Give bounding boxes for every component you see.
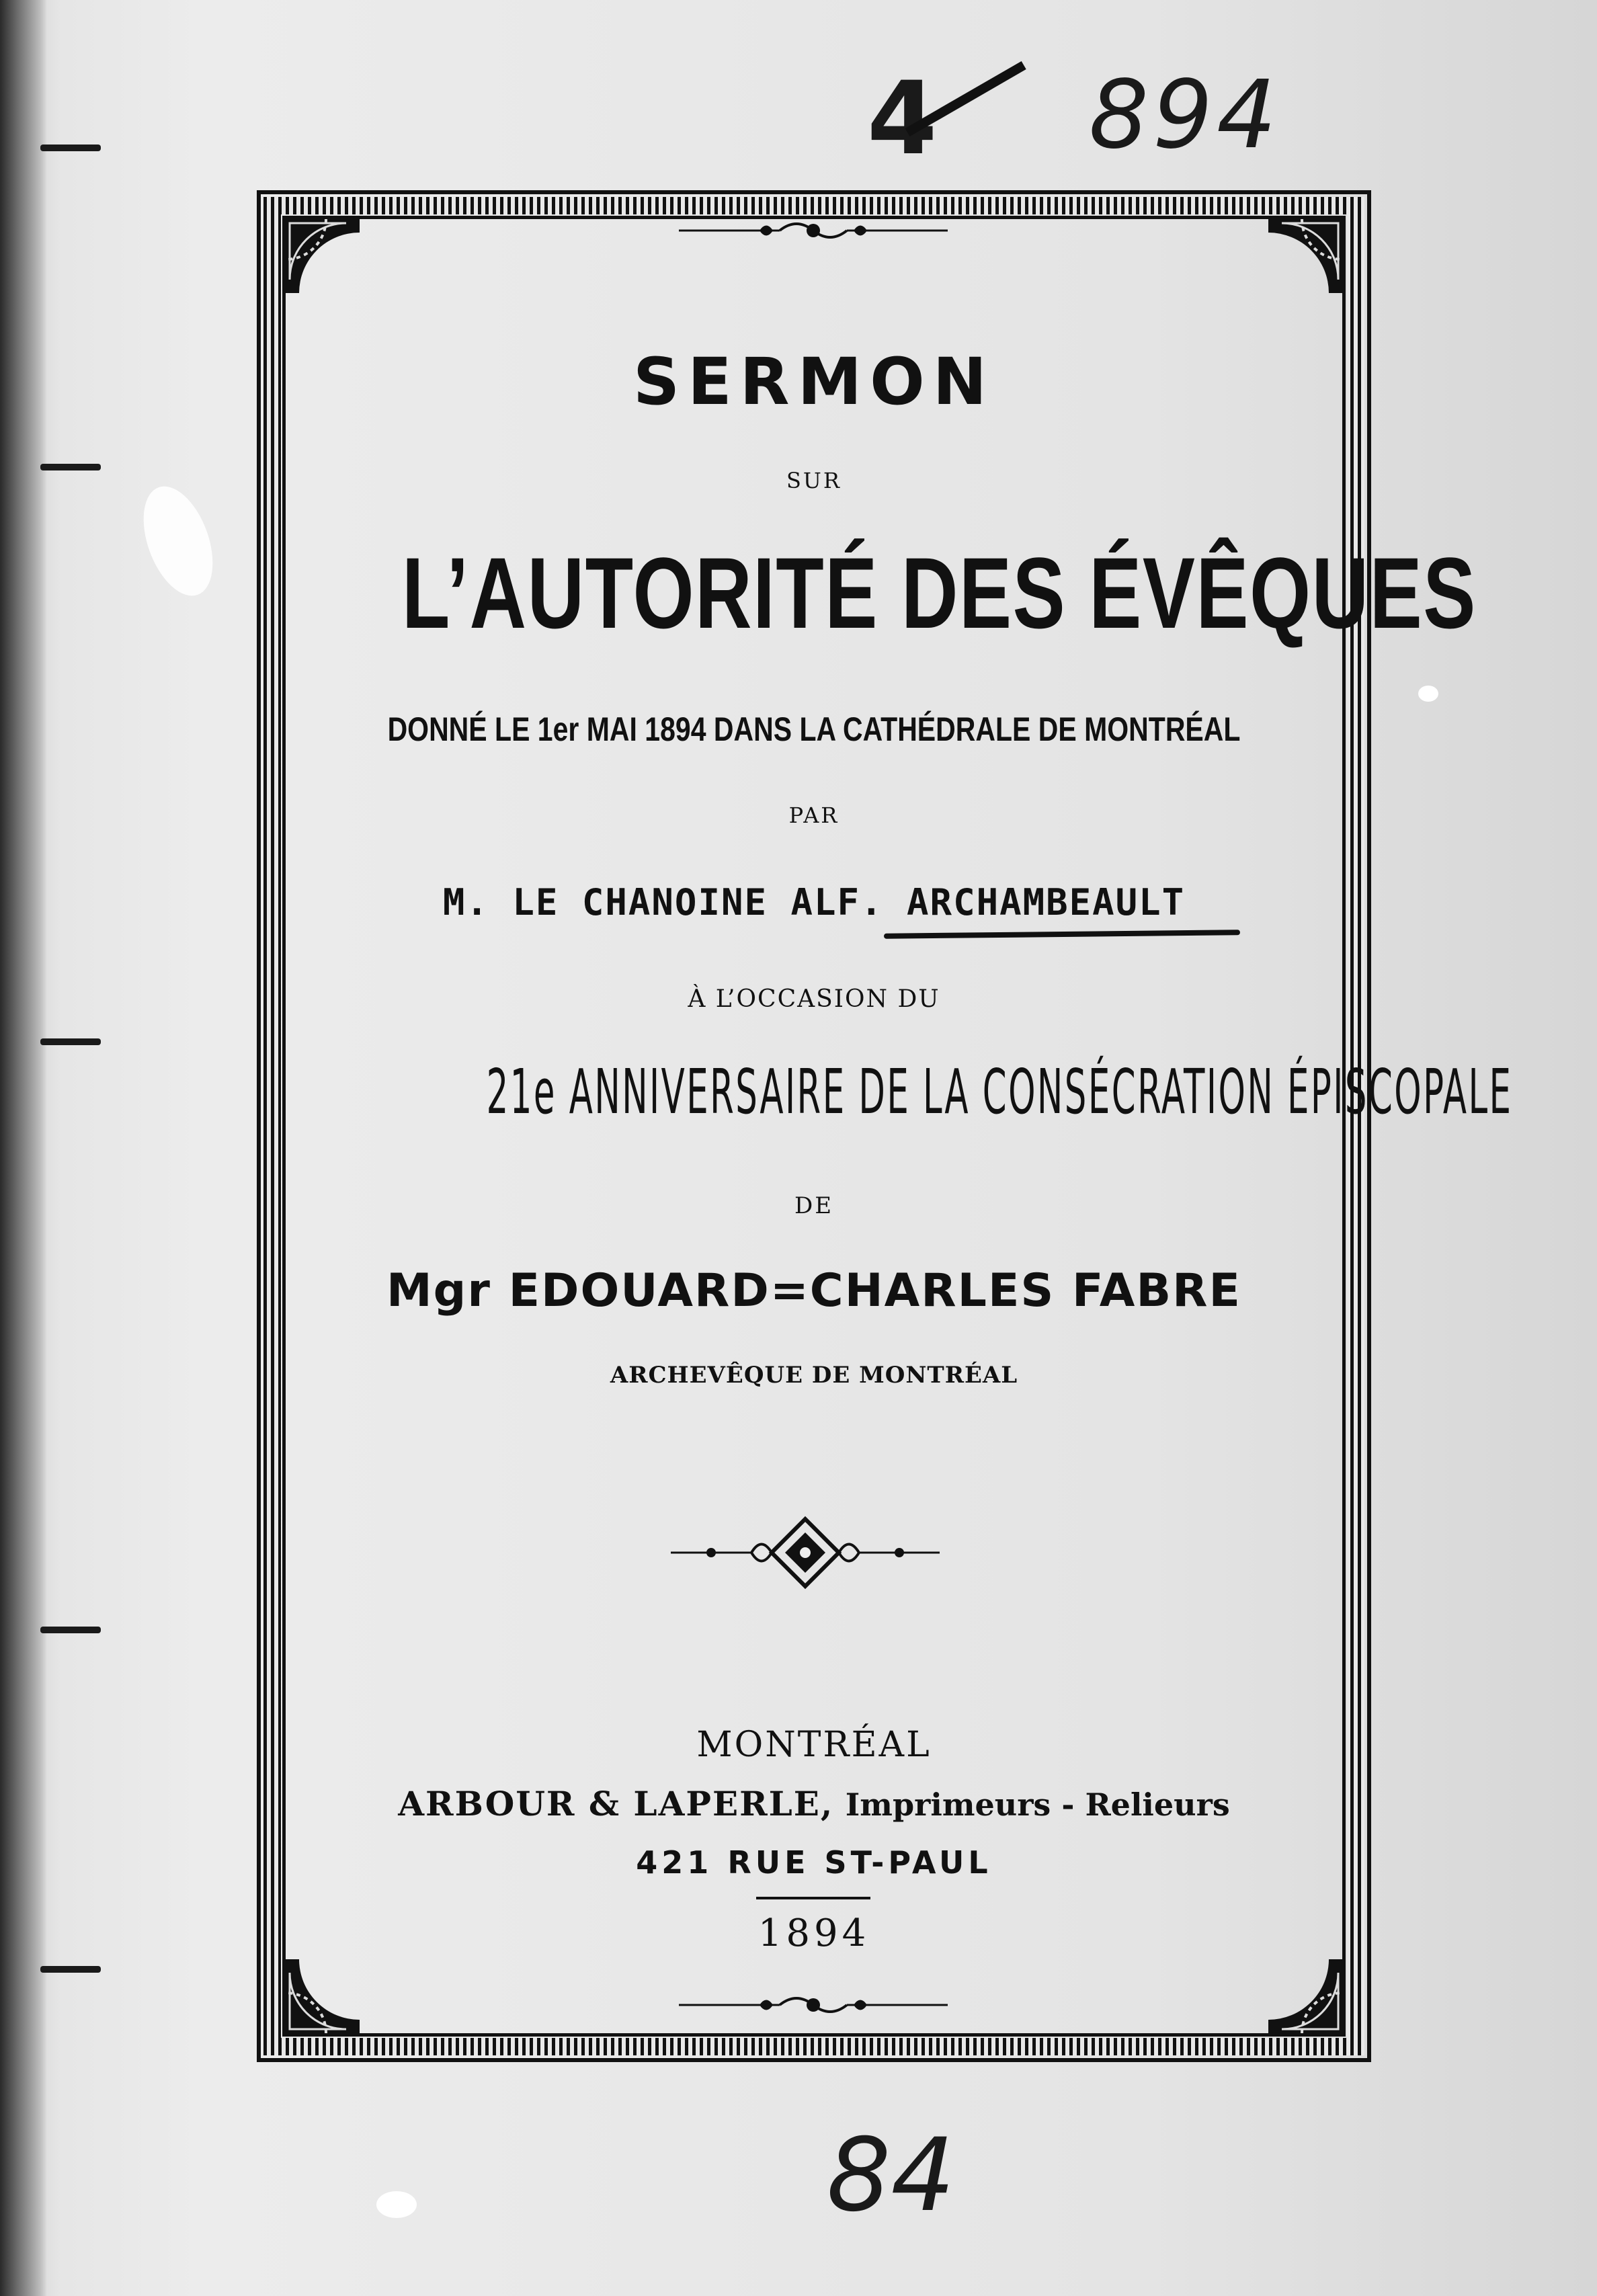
connector-de: DE bbox=[794, 1192, 834, 1219]
subject-heading: L’AUTORITÉ DES ÉVÊQUES bbox=[401, 536, 1477, 649]
imprint-publisher bbox=[286, 1784, 1342, 1823]
honoree-title: ARCHEVÊQUE DE MONTRÉAL bbox=[610, 1362, 1018, 1389]
imprint-address: 421 RUE ST-PAUL bbox=[636, 1844, 992, 1881]
handwritten-underline bbox=[884, 930, 1240, 939]
connector-sur: SUR bbox=[786, 468, 842, 493]
handwritten-page-number: 84 bbox=[827, 2117, 955, 2234]
delivery-line: DONNÉ LE 1er MAI 1894 DANS LA CATHÉDRALE DE MONTRÉAL bbox=[387, 710, 1241, 748]
anniversary-heading: 21e ANNIVERSAIRE DE LA CONSÉCRATION ÉPISCOPALE bbox=[486, 1056, 1513, 1128]
handwritten-catalog-number: 894 bbox=[1089, 60, 1281, 170]
honoree-name: Mgr EDOUARD=CHARLES FABRE bbox=[386, 1264, 1241, 1317]
paper-speck bbox=[1418, 686, 1438, 702]
author-line: M. LE CHANOINE ALF. ARCHAMBEAULT bbox=[442, 881, 1186, 924]
paper-damage-spot bbox=[130, 477, 227, 606]
imprint-year: 1894 bbox=[757, 1912, 870, 1955]
imprint-rule bbox=[756, 1897, 870, 1899]
paper-speck bbox=[376, 2191, 417, 2218]
binding-edge bbox=[0, 0, 47, 2296]
binding-stitch bbox=[40, 1038, 101, 1045]
handwritten-number-left: 4 bbox=[867, 60, 938, 177]
binding-stitch bbox=[40, 1966, 101, 1973]
imprint-city: MONTRÉAL bbox=[696, 1725, 932, 1765]
publisher-role: Imprimeurs - Relieurs bbox=[845, 1787, 1230, 1823]
binding-stitch bbox=[40, 145, 101, 151]
connector-par: PAR bbox=[788, 803, 840, 828]
binding-stitch bbox=[40, 1627, 101, 1633]
title: SERMON bbox=[632, 344, 995, 419]
publisher-name: ARBOUR & LAPERLE, bbox=[398, 1784, 834, 1823]
binding-stitch bbox=[40, 464, 101, 470]
title-page-content bbox=[286, 219, 1513, 2033]
occasion-line: À L’OCCASION DU bbox=[688, 985, 940, 1013]
